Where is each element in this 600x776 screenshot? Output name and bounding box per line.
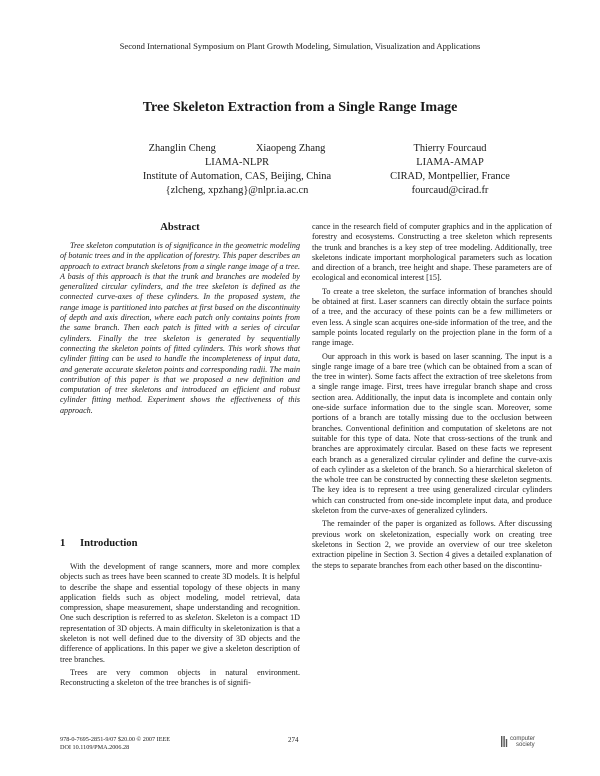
paragraph-text: With the development of range scanners, more and more complex objects such as trees have been scanned to create 3D models. It is helpful to describe the shape and essential topology of these objects in many application fields such as object modeling, model retrieval, data compression, shape measurement, shape understanding and recognition. One such description is referred to as [60, 562, 300, 623]
abstract-heading: Abstract [160, 222, 200, 233]
paragraph-text: . Skeleton is a compact 1D representation of 3D objects. A main difficulty in skeletonization is that a skeleton is not well defined due to the diversity of 3D objects and the difference of applications. In this paper we give a skeleton description of tree branches. [60, 613, 300, 664]
section-title: Introduction [80, 538, 138, 549]
footer-copyright [60, 736, 170, 753]
author-email: {zlcheng, xpzhang}@nlpr.ia.ac.cn [165, 185, 309, 196]
paragraph: To create a tree skeleton, the surface information of branches should be obtained at first. Laser scanners can directly obtain the surface points of a tree, and the accuracy of these points can be a few millimeters or even less. A single scan acquires one-side information of the tree, and the sample points located regularly on the projection plane in the form of a range image. [312, 286, 552, 348]
paragraph: Trees are very common objects in natural environment. Reconstructing a skeleton of the tree branches is of signifi- [60, 667, 300, 688]
authors-left [112, 142, 362, 198]
doi-line: DOI 10.1109/PMA.2006.28 [60, 744, 130, 752]
paper-title: Tree Skeleton Extraction from a Single Range Image [142, 100, 458, 115]
intro-body [60, 562, 300, 689]
abstract-body [60, 241, 300, 416]
abstract-text: Tree skeleton computation is of significance in the geometric modeling of botanic trees and in the application of forestry. This paper describes an approach to extract branch skeletons from a single range image of a tree. A basis of this approach is that the trunk and branches are modeled by generalized circular cylinders, and the tree skeleton is defined as the connected curve-axes of these cylinders. In the proposed system, the range image is partitioned into patches at first based on the discontinuity of depth and axis direction, where each patch only contains points from the same branch. Then each patch is fitted with a series of circular cylinders. Finally the tree skeleton is generated by sequentially connecting the skeleton points of fitted cylinders. This work shows that cylinder fitting can be used to handle the incompleteness of input data, and generate accurate skeleton points and corresponding radii. The main contribution of this paper is that we proposed a new definition and computation of tree skeletons and introduced an efficient and robust cylinder fitting method. Experiment shows the effectiveness of this approach. [60, 241, 300, 415]
logo-word-1: computer [510, 736, 536, 742]
author-institute: Institute of Automation, CAS, Beijing, China [142, 171, 332, 182]
logo-text [510, 736, 535, 749]
section-heading [60, 538, 138, 549]
computer-society-logo [500, 733, 542, 755]
logo-word-2: society [516, 742, 535, 749]
paragraph [60, 562, 300, 665]
author-name-zhang: Xiaopeng Zhang [255, 143, 326, 154]
section-number: 1 [60, 538, 66, 549]
paragraph: Our approach in this work is based on laser scanning. The input is a single range image of a bare tree (which can be obtained from a scan of the tree in winter). Some facts affect the extraction of tree skeletons from a single range image. First, trees have irregular branch shape and cross section area. Additionally, the input data is incomplete and contain only one-side surface information due to the single scan. Moreover, some portions of a branch are totally missing due to the occlusion between branches. Conventional definition and computation of skeletons are not suitable for this type of data. Note that cross-sections of the trunk and branches are approximately circular. Based on these facts we represent each branch as a generalized circular cylinder and define the curve-axis of each cylinder as a skeleton of the branch. So a hierarchical skeleton of the whole tree can be constructed by connecting these skeleton segments. The key idea is to represent a tree using generalized circular cylinders which can constructed from one-side incomplete input data, and produce skeleton from the curve-axes of generalized cylinders. [312, 351, 552, 516]
logo-mark-icon [500, 735, 508, 749]
author-affiliation: LIAMA-AMAP [416, 157, 484, 168]
author-name-fourcaud: Thierry Fourcaud [413, 143, 487, 154]
author-name-cheng: Zhanglin Cheng [148, 143, 216, 154]
author-affiliation: LIAMA-NLPR [204, 157, 270, 168]
right-column-body [312, 222, 552, 571]
conference-header: Second International Symposium on Plant Growth Modeling, Simulation, Visualization and Applications [119, 41, 481, 51]
emphasis: skeleton [184, 613, 212, 623]
author-email: fourcaud@cirad.fr [411, 185, 489, 196]
page-number: 274 [288, 736, 299, 744]
paragraph: The remainder of the paper is organized as follows. After discussing previous work on skeletonization, especially work on creating tree skeletons in Section 2, we provide an overview of our tree skeleton extraction pipeline in Section 3. Section 4 gives a detailed explanation of the steps to separate branches from each other based on the discontinu- [312, 519, 552, 570]
isbn-line: 978-0-7695-2851-9/07 $20.00 © 2007 IEEE [60, 736, 171, 743]
author-institute: CIRAD, Montpellier, France [390, 171, 510, 182]
authors-right [375, 142, 525, 198]
paragraph: cance in the research field of computer graphics and in the application of forestry and ecosystems. Constructing a tree skeleton which represents the trunk and branches is a key step of tree modeling. Additionally, tree skeletons indicate important morphological parameters such as location and direction of a branch, tree height and shape. These parameters are of ecological and economical interest [15]. [312, 222, 552, 283]
